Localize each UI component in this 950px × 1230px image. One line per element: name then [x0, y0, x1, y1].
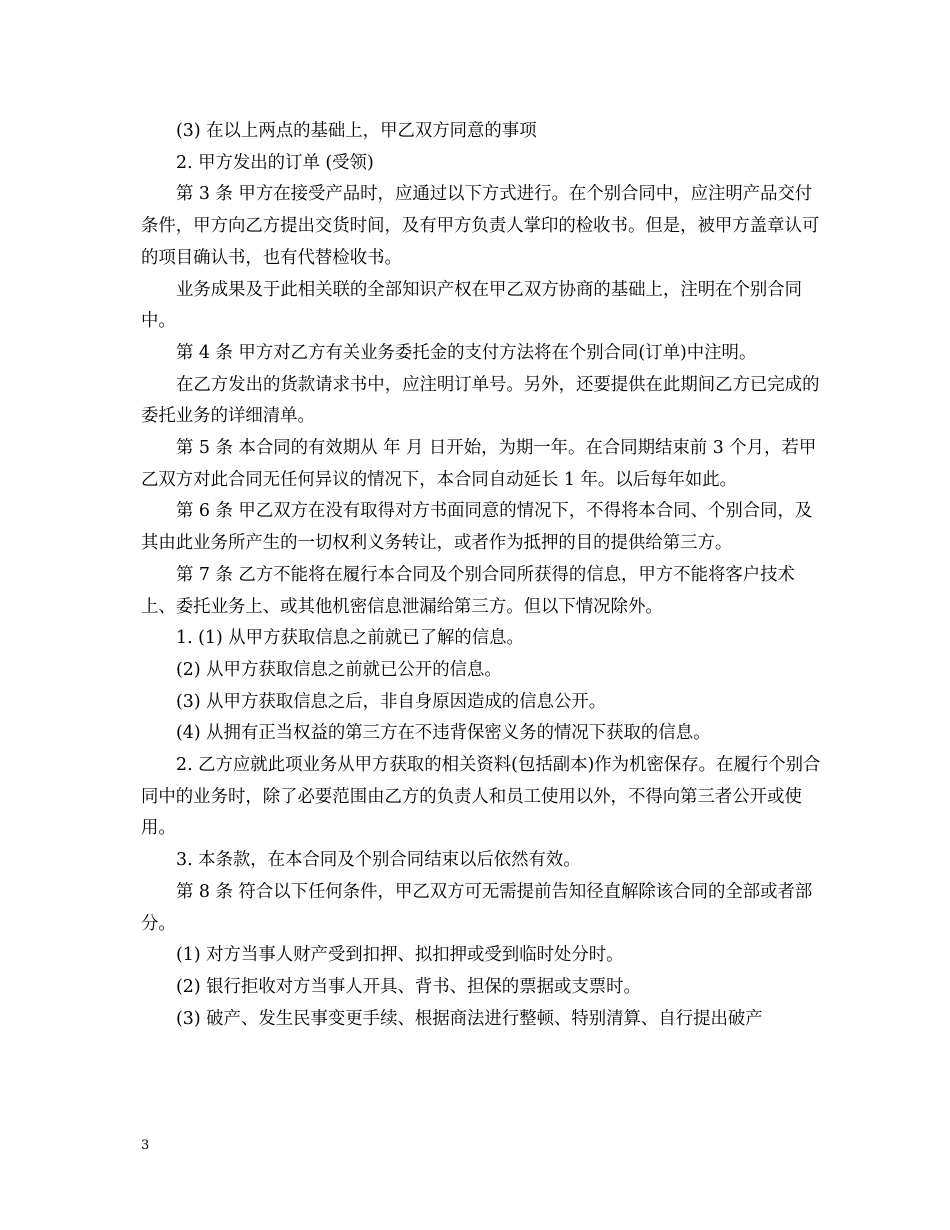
paragraph-termination-2: (2) 银行拒收对方当事人开具、背书、担保的票据或支票时。 [176, 976, 641, 997]
paragraph-article-7: 第 7 条 乙方不能将在履行本合同及个别合同所获得的信息，甲方不能将客户技术上、委托业务上、或其他机密信息泄漏给第三方。但以下情况除外。 [141, 564, 795, 617]
paragraph-exception-1: 1. (1) 从甲方获取信息之前就已了解的信息。 [176, 628, 524, 649]
paragraph-ip-rights: 业务成果及于此相关联的全部知识产权在甲乙双方协商的基础上，注明在个别合同中。 [141, 279, 803, 332]
paragraph-article-5: 第 5 条 本合同的有效期从 年 月 日开始，为期一年。在合同期结束前 3 个月，若甲乙双方对此合同无任何异议的情况下，本合同自动延长 1 年。以后每年如此。 [141, 438, 817, 490]
paragraph-article-4: 第 4 条 甲方对乙方有关业务委托金的支付方法将在个别合同(订单)中注明。 [176, 342, 757, 363]
paragraph-article-6: 第 6 条 甲乙双方在没有取得对方书面同意的情况下，不得将本合同、个别合同，及其由此业务所产生的一切权利义务转让，或者作为抵押的目的提供给第三方。 [141, 501, 813, 554]
page-number: 3 [141, 1138, 150, 1153]
paragraph-section-2: 2. 甲方发出的订单 (受领) [176, 152, 374, 173]
paragraph-item-3: (3) 在以上两点的基础上，甲乙双方同意的事项 [176, 121, 537, 141]
paragraph-termination-3: (3) 破产、发生民事变更手续、根据商法进行整顿、特别清算、自行提出破产 [176, 1008, 763, 1029]
paragraph-exception-3: (3) 从甲方获取信息之后，非自身原因造成的信息公开。 [176, 691, 607, 712]
paragraph-payment-request: 在乙方发出的货款请求书中，应注明订单号。另外，还要提供在此期间乙方已完成的委托业务的详细清单。 [141, 374, 820, 427]
paragraph-exception-4: (4) 从拥有正当权益的第三方在不违背保密义务的情况下获取的信息。 [176, 723, 711, 744]
paragraph-confidential-3: 3. 本条款，在本合同及个别合同结束以后依然有效。 [176, 850, 581, 871]
document-body [141, 116, 821, 1035]
paragraph-article-3: 第 3 条 甲方在接受产品时，应通过以下方式进行。在个别合同中，应注明产品交付条件，甲方向乙方提出交货时间，及有甲方负责人掌印的检收书。但是，被甲方盖章认可的项目确认书，也有代替检收书。 [141, 184, 820, 268]
paragraph-article-8: 第 8 条 符合以下任何条件，甲乙双方可无需提前告知径直解除该合同的全部或者部分。 [141, 881, 813, 934]
paragraph-termination-1: (1) 对方当事人财产受到扣押、拟扣押或受到临时处分时。 [176, 945, 624, 966]
paragraph-confidential-2: 2. 乙方应就此项业务从甲方获取的相关资料(包括副本)作为机密保存。在履行个别合同中的业务时，除了必要范围由乙方的负责人和员工使用以外，不得向第三者公开或使用。 [141, 755, 821, 839]
paragraph-exception-2: (2) 从甲方获取信息之前就已公开的信息。 [176, 659, 502, 680]
